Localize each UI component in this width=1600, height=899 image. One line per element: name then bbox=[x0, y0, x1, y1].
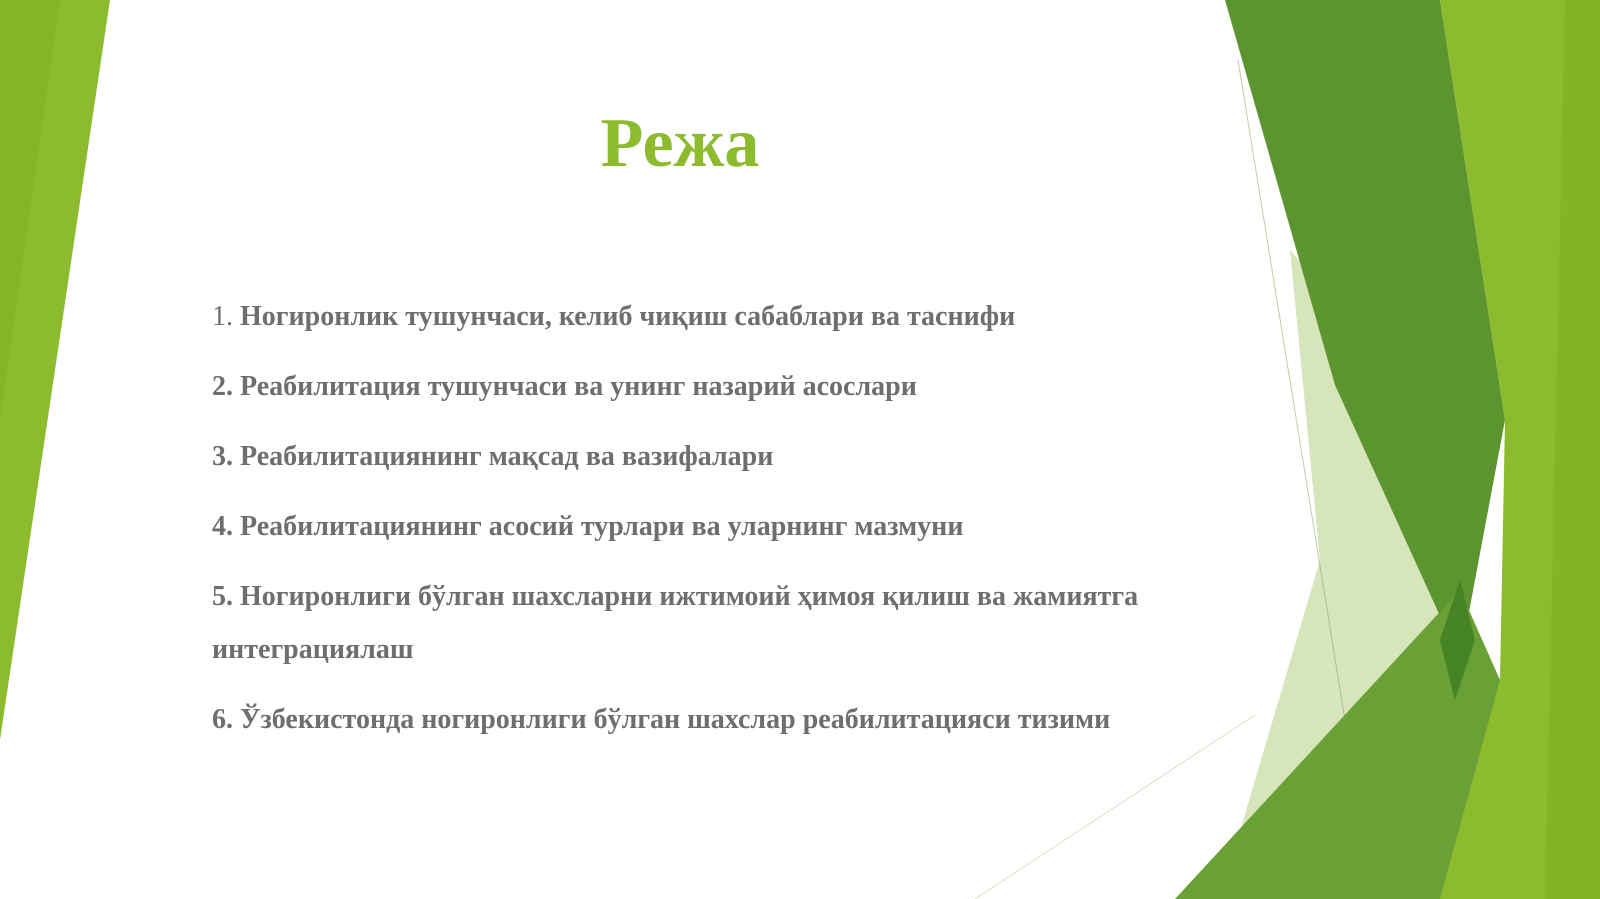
plan-item-number: 6. bbox=[212, 704, 233, 735]
plan-list bbox=[212, 290, 1222, 763]
plan-item-5 bbox=[212, 570, 1222, 676]
plan-item-text: Реабилитациянинг асосий турлари ва уларнинг мазмуни bbox=[240, 511, 964, 542]
plan-item-number: 4. bbox=[212, 511, 233, 542]
plan-item-text: Ўзбекистонда ногиронлиги бўлган шахслар реабилитацияси тизими bbox=[240, 704, 1111, 735]
plan-item-number: 2. bbox=[212, 371, 233, 402]
plan-item-3 bbox=[212, 430, 1222, 483]
plan-item-4 bbox=[212, 500, 1222, 553]
plan-item-text: Ногиронлиги бўлган шахсларни ижтимоий ҳимоя қилиш ва жамиятга интеграциялаш bbox=[212, 581, 1139, 665]
plan-item-text: Реабилитация тушунчаси ва унинг назарий асослари bbox=[240, 371, 917, 402]
plan-item-number: 5. bbox=[212, 581, 233, 612]
plan-item-1 bbox=[212, 290, 1222, 343]
plan-item-number: 3. bbox=[212, 441, 233, 472]
plan-item-2 bbox=[212, 360, 1222, 413]
slide-title: Режа bbox=[600, 105, 760, 182]
plan-item-text: Ногиронлик тушунчаси, келиб чиқиш сабаблари ва таснифи bbox=[240, 301, 1016, 332]
plan-item-text: Реабилитациянинг мақсад ва вазифалари bbox=[240, 441, 774, 472]
plan-item-6 bbox=[212, 693, 1222, 746]
plan-item-number: 1. bbox=[212, 301, 233, 332]
